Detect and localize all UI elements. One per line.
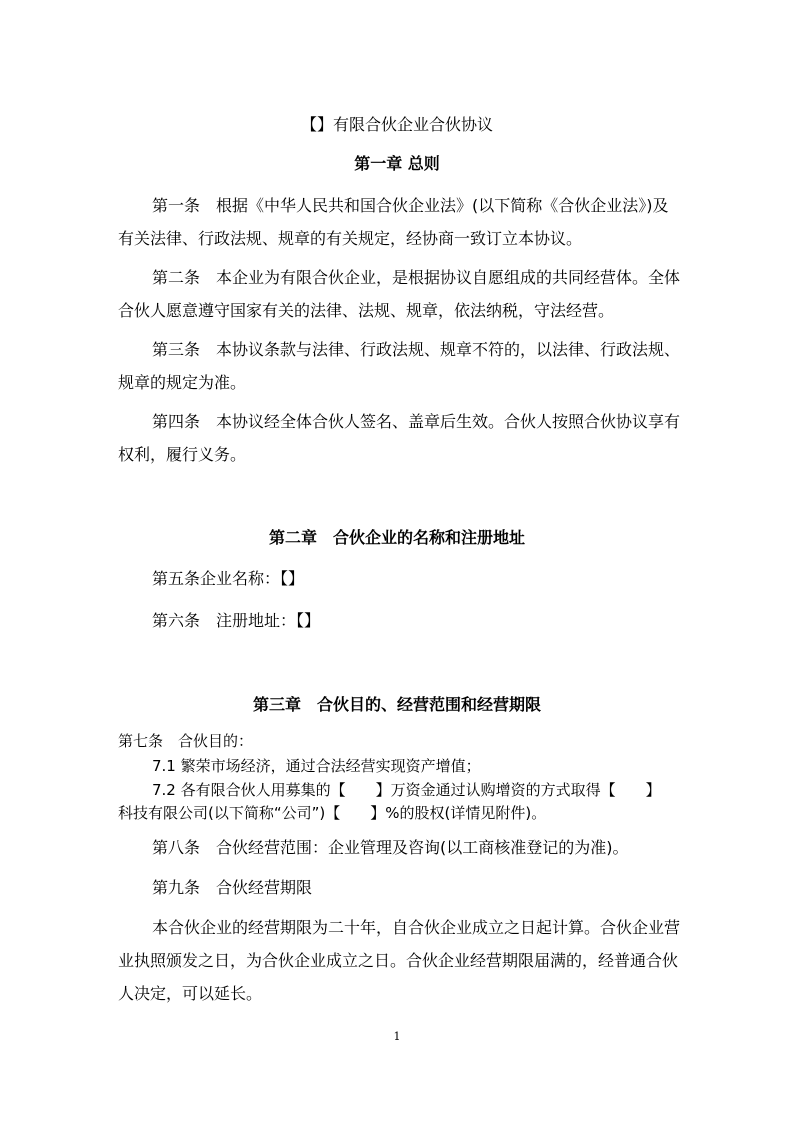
article-5: 第五条企业名称：【】 xyxy=(152,569,305,588)
chapter-1-heading: 第一章 总则 xyxy=(354,154,440,173)
article-9: 第九条 合伙经营期限 xyxy=(152,878,313,897)
article-3-line-2: 规章的规定为准。 xyxy=(118,373,247,392)
article-7-2-line-1: 7.2 各有限合伙人用募集的【 】万资金通过认购增资的方式取得【 】 xyxy=(152,781,661,799)
article-2-line-2: 合伙人愿意遵守国家有关的法律、法规、规章，依法纳税，守法经营。 xyxy=(118,301,615,320)
term-line-1: 本合伙企业的经营期限为二十年，自合伙企业成立之日起计算。合伙企业营 xyxy=(152,918,681,937)
chapter-2-heading: 第二章 合伙企业的名称和注册地址 xyxy=(268,528,525,547)
article-2-line-1: 第二条 本企业为有限合伙企业，是根据协议自愿组成的共同经营体。全体 xyxy=(152,268,681,287)
document-title: 【】有限合伙企业合伙协议 xyxy=(300,115,493,134)
article-6: 第六条 注册地址：【】 xyxy=(152,611,321,630)
article-3-line-1: 第三条 本协议条款与法律、行政法规、规章不符的，以法律、行政法规、 xyxy=(152,340,681,359)
article-7-2-line-2: 科技有限公司(以下简称“公司”)【 】%的股权(详情见附件)。 xyxy=(118,804,547,822)
article-7-1: 7.1 繁荣市场经济，通过合法经营实现资产增值； xyxy=(152,757,481,775)
term-line-3: 人决定，可以延长。 xyxy=(118,984,263,1003)
term-line-2: 业执照颁发之日，为合伙企业成立之日。合伙企业经营期限届满的，经普通合伙 xyxy=(118,951,679,970)
chapter-3-heading: 第三章 合伙目的、经营范围和经营期限 xyxy=(252,695,541,714)
article-4-line-2: 权利，履行义务。 xyxy=(118,445,247,464)
article-8: 第八条 合伙经营范围：企业管理及咨询(以工商核准登记的为准)。 xyxy=(152,838,629,857)
page-number: 1 xyxy=(393,1030,401,1043)
article-7: 第七条 合伙目的： xyxy=(118,732,254,750)
article-4-line-1: 第四条 本协议经全体合伙人签名、盖章后生效。合伙人按照合伙协议享有 xyxy=(152,412,681,431)
article-1-line-1: 第一条 根据《中华人民共和国合伙企业法》(以下简称《合伙企业法》)及 xyxy=(152,196,669,215)
article-1-line-2: 有关法律、行政法规、规章的有关规定，经协商一致订立本协议。 xyxy=(118,229,583,248)
